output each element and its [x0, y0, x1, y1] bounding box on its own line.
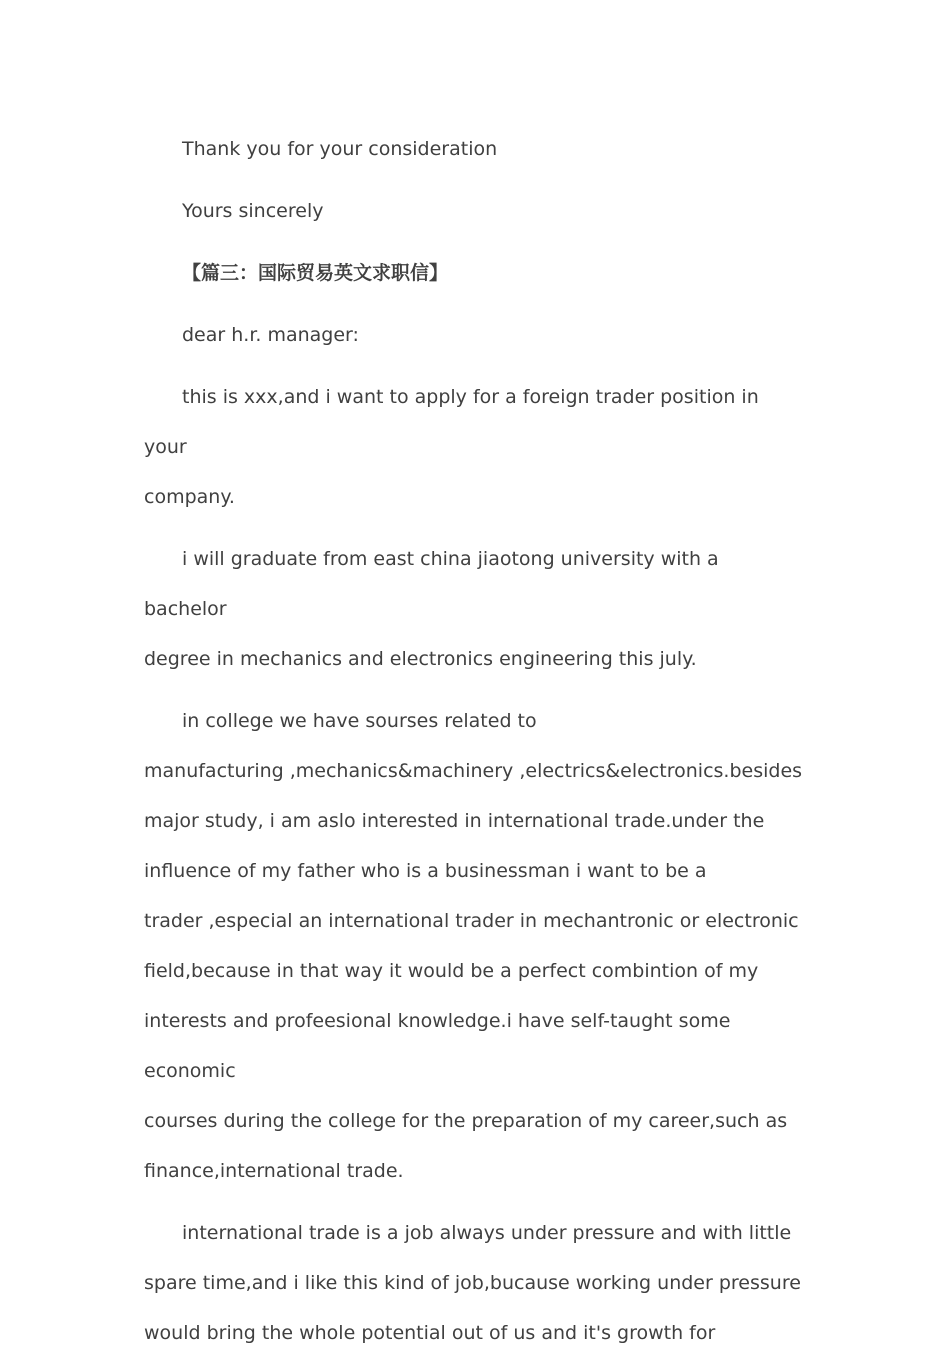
text-line: Thank you for your consideration: [182, 138, 498, 160]
text-line: finance,international trade.: [144, 1160, 404, 1182]
intro-paragraph: [144, 372, 804, 522]
text-line: courses during the college for the preparation of my career,such as: [144, 1110, 788, 1132]
text-line: Yours sincerely: [182, 200, 324, 222]
text-line: manufacturing ,mechanics&machinery ,electrics&electronics.besides: [144, 760, 803, 782]
text-line: in college we have sourses related to: [182, 710, 537, 732]
closing-signoff: [144, 186, 804, 236]
text-line: influence of my father who is a businessman i want to be a: [144, 860, 707, 882]
text-line: this is xxx,and i want to apply for a foreign trader position in your: [144, 386, 759, 458]
education-paragraph: [144, 534, 804, 684]
text-line: i will graduate from east china jiaotong university with a bachelor: [144, 548, 719, 620]
document-page: [144, 124, 804, 1370]
section-heading: [144, 248, 804, 298]
text-line: major study, i am aslo interested in international trade.under the: [144, 810, 765, 832]
text-line: degree in mechanics and electronics engineering this july.: [144, 648, 697, 670]
text-line: would bring the whole potential out of us and it's growth for: [144, 1322, 716, 1344]
text-line: international trade is a job always under pressure and with little: [182, 1222, 792, 1244]
salutation: [144, 310, 804, 360]
closing-thanks: [144, 124, 804, 174]
pressure-paragraph: [144, 1208, 804, 1358]
text-line: spare time,and i like this kind of job,bucause working under pressure: [144, 1272, 801, 1294]
text-line: interests and profeesional knowledge.i have self-taught some economic: [144, 1010, 731, 1082]
text-line: company.: [144, 486, 235, 508]
text-line: trader ,especial an international trader in mechantronic or electronic: [144, 910, 799, 932]
interests-paragraph: [144, 696, 804, 1196]
text-line: field,because in that way it would be a perfect combintion of my: [144, 960, 759, 982]
section-heading-text: 【篇三：国际贸易英文求职信】: [182, 262, 449, 284]
text-line: dear h.r. manager:: [182, 324, 359, 346]
